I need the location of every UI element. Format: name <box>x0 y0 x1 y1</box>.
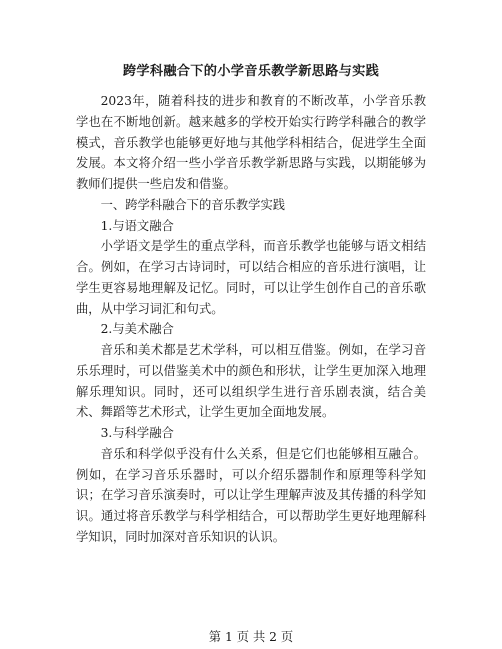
body-paragraph-art: 音乐和美术都是艺术学科，可以相互借鉴。例如，在学习音乐乐理时，可以借鉴美术中的颜色和形状，让学生更加深入地理解乐理知识。同时，还可以组织学生进行音乐剧表演，结合美术、舞蹈等艺术形式，让学生更加全面地发展。 <box>76 343 426 420</box>
page-number: 第 1 页 共 2 页 <box>208 630 294 644</box>
intro-paragraph: 2023年，随着科技的进步和教育的不断改革，小学音乐教学也在不断地创新。越来越多的学校开始实行跨学科融合的教学模式，音乐教学也能够更好地与其他学科相结合，促进学生全面发展。本文将介绍一些小学音乐教学新思路与实践，以期能够为教师们提供一些启发和借鉴。 <box>76 94 426 191</box>
section-heading: 一、跨学科融合下的音乐教学实践 <box>100 197 286 212</box>
subsection-heading-art: 2.与美术融合 <box>100 322 174 337</box>
subsection-heading-chinese: 1.与语文融合 <box>100 218 174 233</box>
body-paragraph-science: 音乐和科学似乎没有什么关系，但是它们也能够相互融合。例如，在学习音乐乐器时，可以介绍乐器制作和原理等科学知识；在学习音乐演奏时，可以让学生理解声波及其传播的科学知识。通过将音乐教学与科学相结合，可以帮助学生更好地理解科学知识，同时加深对音乐知识的认识。 <box>76 446 426 544</box>
document-title: 跨学科融合下的小学音乐教学新思路与实践 <box>122 64 380 79</box>
document-body <box>76 91 426 548</box>
body-paragraph-chinese: 小学语文是学生的重点学科，而音乐教学也能够与语文相结合。例如，在学习古诗词时，可以结合相应的音乐进行演唱，让学生更容易地理解及记忆。同时，可以让学生创作自己的音乐歌曲，从中学习词汇和句式。 <box>76 239 426 316</box>
subsection-heading-science: 3.与科学融合 <box>100 426 174 440</box>
